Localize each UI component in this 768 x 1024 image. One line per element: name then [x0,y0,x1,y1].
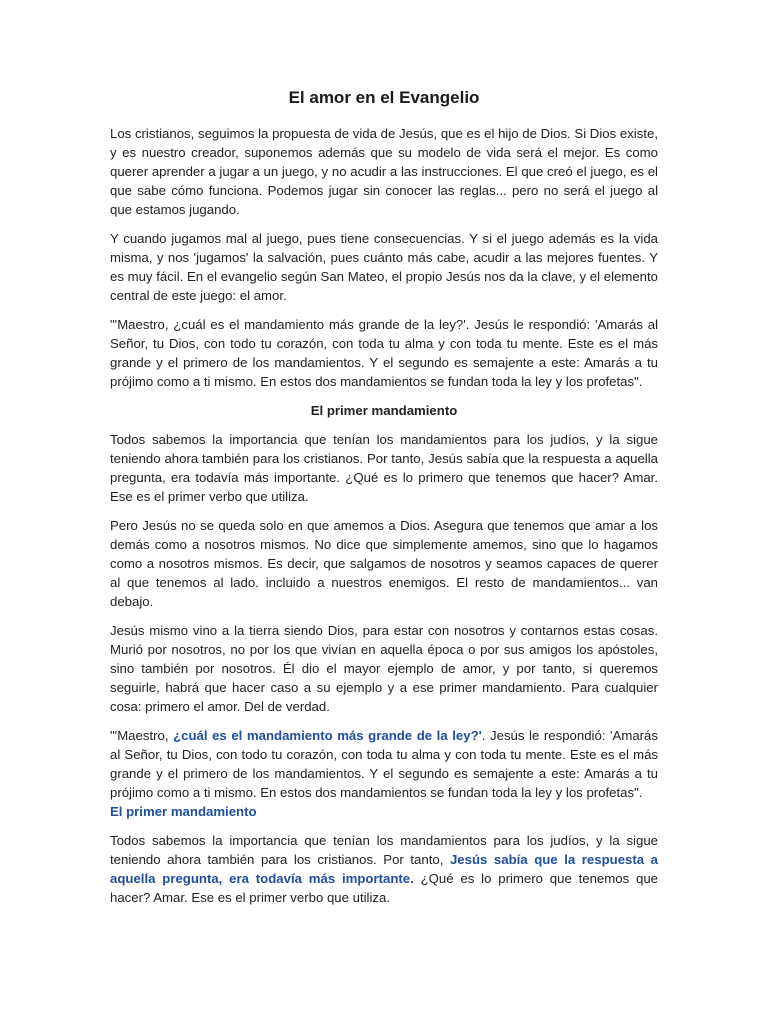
paragraph-importance-highlighted [110,831,658,907]
quote-highlight: ¿cuál es el mandamiento más grande de la ley?' [173,728,482,743]
quote-text-end: . Jesús le respondió: 'Amarás al Señor, tu Dios, con todo tu corazón, con toda tu alma y con toda tu mente. Este es el más grande y el primero de los mandamientos. Y el segundo es semajente a este: Amarás a tu prójimo como a ti mismo. En estos dos mandamientos se fundan toda la ley y los profetas". [110,728,658,800]
importance-highlight: Jesús sabía que la respuesta a aquella pregunta, era todavía más importante. [110,852,658,886]
section-heading-first-commandment-highlighted: El primer mandamiento [110,804,257,819]
paragraph-quote-highlighted [110,726,658,802]
paragraph-quote: "'Maestro, ¿cuál es el mandamiento más grande de la ley?'. Jesús le respondió: 'Amarás al Señor, tu Dios, con todo tu corazón, con toda tu alma y con toda tu mente. Este es el más grande y el primero de los mandamientos. Y el segundo es semajente a este: Amarás a tu prójimo como a ti mismo. En estos dos mandamientos se fundan toda la ley y los profetas". [110,317,658,389]
paragraph-love-others: Pero Jesús no se queda solo en que amemos a Dios. Asegura que tenemos que amar a los demás como a nosotros mismos. No dice que simplemente amemos, sino que lo hagamos como a nosotros mismos. Es decir, que salgamos de nosotros y seamos capaces de querer al que tenemos al lado. incluido a nuestros enemigos. El resto de mandamientos... van debajo. [110,518,658,609]
document-title: El amor en el Evangelio [288,88,480,107]
paragraph-example: Jesús mismo vino a la tierra siendo Dios, para estar con nosotros y contarnos estas cosas. Murió por nosotros, no por los que vivían en aquella época o por sus amigos los apóstoles, sino también por nosotros. Él dio el mayor ejemplo de amor, y por tanto, si queremos seguirle, habrá que hacer caso a su ejemplo y a ese primer mandamiento. Para cualquier cosa: primero el amor. Del de verdad. [110,623,658,714]
importance-text-end: ¿Qué es lo primero que tenemos que hacer? Amar. Ese es el primer verbo que utiliza. [110,871,658,905]
importance-text-start: Todos sabemos la importancia que tenían los mandamientos para los judíos, y la sigue teniendo ahora también para los cristianos. Por tanto, [110,833,658,867]
quote-text-start: "'Maestro, [110,728,174,743]
section-heading-first-commandment: El primer mandamiento [310,403,458,418]
paragraph-consequences: Y cuando jugamos mal al juego, pues tiene consecuencias. Y si el juego además es la vida misma, y nos 'jugamos' la salvación, pues cuánto más cabe, acudir a las mejores fuentes. Y es muy fácil. En el evangelio según San Mateo, el propio Jesús nos da la clave, y el elemento central de este juego: el amor. [110,231,658,303]
paragraph-intro: Los cristianos, seguimos la propuesta de vida de Jesús, que es el hijo de Dios. Si Dios existe, y es nuestro creador, suponemos además que su modelo de vida será el mejor. Es como querer aprender a jugar a un juego, y no acudir a las instrucciones. El que creó el juego, es el que sabe cómo funciona. Podemos jugar sin conocer las reglas... pero no será el juego al que estamos jugando. [110,126,658,217]
paragraph-importance: Todos sabemos la importancia que tenían los mandamientos para los judíos, y la sigue teniendo ahora también para los cristianos. Por tanto, Jesús sabía que la respuesta a aquella pregunta, era todavía más importante. ¿Qué es lo primero que tenemos que hacer? Amar. Ese es el primer verbo que utiliza. [110,432,658,504]
